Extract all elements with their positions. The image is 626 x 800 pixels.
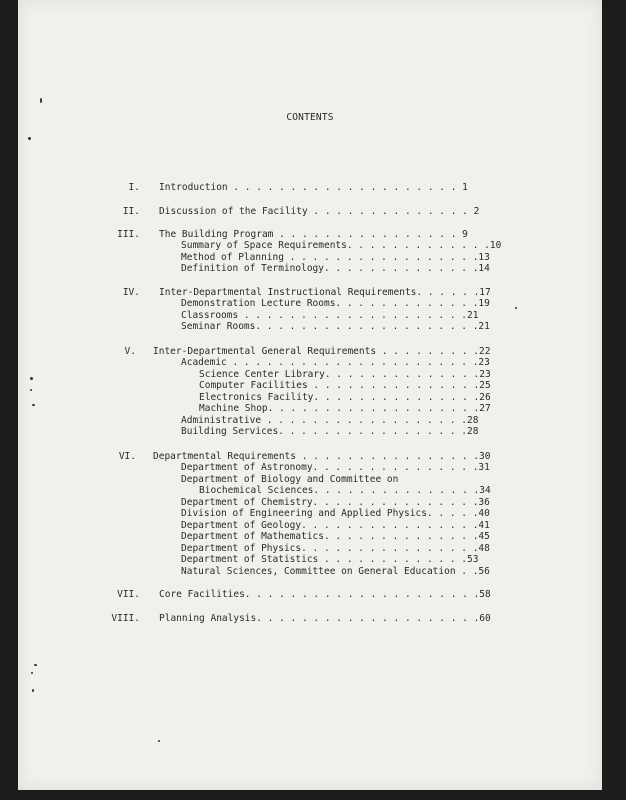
toc-entry: Discussion of the Facility . . . . . . . . . . . . . . 2 [159,206,480,217]
section-number: IV. [122,287,140,298]
toc-entry: Inter-Departmental General Requirements . . . . . . . . .22 [153,346,491,357]
toc-subentry: Demonstration Lecture Rooms. . . . . . . . . . . . .19 [181,298,490,309]
scan-speck [34,664,37,666]
toc-subentry: Definition of Terminology. . . . . . . . . . . . . .14 [181,263,490,274]
toc-entry: Inter-Departmental Instructional Requirements. . . . . .17 [159,287,491,298]
scan-speck [31,672,33,674]
toc-subentry: Summary of Space Requirements. . . . . . . . . . . . .10 [181,240,502,251]
toc-subentry: Building Services. . . . . . . . . . . . . . . . .28 [181,426,479,437]
scan-speck [158,740,160,742]
toc-subentry: Classrooms . . . . . . . . . . . . . . . . . . . .21 [181,310,479,321]
scan-speck [515,307,517,309]
toc-subentry: Method of Planning . . . . . . . . . . . . . . . . .13 [181,252,490,263]
section-number: II. [122,206,140,217]
toc-subentry: Division of Engineering and Applied Physics. . . . .40 [181,508,490,519]
toc-subentry: Natural Sciences, Committee on General Education . .56 [181,566,490,577]
toc-subentry: Department of Mathematics. . . . . . . . . . . . . .45 [181,531,490,542]
scan-speck [32,404,35,406]
toc-subentry: Department of Statistics . . . . . . . . . . . . .53 [181,554,479,565]
contents-title: CONTENTS [286,112,334,123]
scan-speck [32,689,34,692]
toc-entry: Core Facilities. . . . . . . . . . . . . . . . . . . . .58 [159,589,491,600]
toc-subentry: Seminar Rooms. . . . . . . . . . . . . . . . . . . .21 [181,321,490,332]
section-number: VII. [117,589,140,600]
section-number: VI. [118,451,136,462]
scan-speck [28,137,31,140]
toc-subentry: Department of Chemistry. . . . . . . . . . . . . . .36 [181,497,490,508]
toc-subentry: Department of Physics. . . . . . . . . . . . . . . .48 [181,543,490,554]
toc-subentry: Machine Shop. . . . . . . . . . . . . . . . . . .27 [199,403,491,414]
toc-entry: Introduction . . . . . . . . . . . . . . . . . . . . 1 [159,182,468,193]
toc-subentry: Administrative . . . . . . . . . . . . . . . . . .28 [181,415,479,426]
scan-speck [40,98,42,103]
scan-speck [30,389,32,391]
section-number: VIII. [111,613,140,624]
document-page [18,0,602,790]
toc-subentry: Electronics Facility. . . . . . . . . . . . . . .26 [199,392,491,403]
toc-entry: Departmental Requirements . . . . . . . . . . . . . . . .30 [153,451,491,462]
section-number: I. [128,182,140,193]
toc-subentry: Biochemical Sciences. . . . . . . . . . . . . . .34 [199,485,491,496]
section-number: III. [117,229,140,240]
toc-subentry: Department of Geology. . . . . . . . . . . . . . . .41 [181,520,490,531]
toc-subentry: Department of Biology and Committee on [181,474,399,485]
toc-subentry: Department of Astronomy. . . . . . . . . . . . . . .31 [181,462,490,473]
toc-entry: The Building Program . . . . . . . . . . . . . . . . 9 [159,229,468,240]
toc-entry: Planning Analysis. . . . . . . . . . . . . . . . . . . .60 [159,613,491,624]
scan-speck [30,377,33,380]
toc-subentry: Academic . . . . . . . . . . . . . . . . . . . . . .23 [181,357,490,368]
section-number: V. [124,346,136,357]
toc-subentry: Science Center Library. . . . . . . . . . . . . .23 [199,369,491,380]
toc-subentry: Computer Facilities . . . . . . . . . . . . . . .25 [199,380,491,391]
